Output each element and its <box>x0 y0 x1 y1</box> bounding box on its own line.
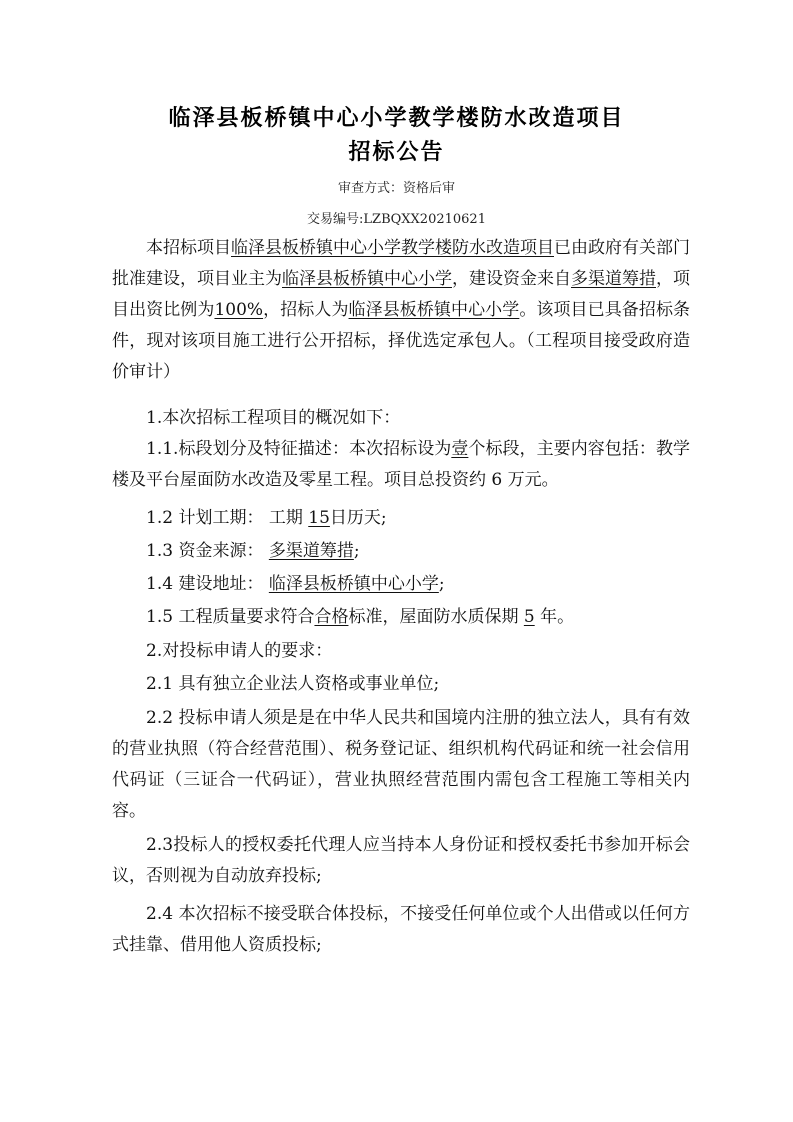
item-text: 2.3投标人的授权委托代理人应当持本人身份证和授权委托书参加开标会议，否则视为自动放弃投标; <box>112 835 690 886</box>
item-text: ; <box>438 574 445 594</box>
item-2-2 <box>112 703 690 827</box>
item-text: 年。 <box>534 607 575 627</box>
quality-grade: 合格 <box>314 607 349 627</box>
item-2-1: 2.1 具有独立企业法人资格或事业单位; <box>146 674 440 694</box>
item-text: 1.2 计划工期： 工期 <box>146 508 309 528</box>
project-name: 临泽县板桥镇中心小学教学楼防水改造项目 <box>231 238 554 258</box>
project-owner: 临泽县板桥镇中心小学 <box>282 269 452 289</box>
trade-code: 交易编号:LZBQXX20210621 <box>307 212 486 227</box>
fund-source: 多渠道筹措 <box>571 269 656 289</box>
site-address: 临泽县板桥镇中心小学 <box>268 574 439 594</box>
item-1-4 <box>112 569 690 600</box>
intro-text: 已由政府有关部门批准建设，项目业主为 <box>112 238 690 289</box>
item-text: 日历天; <box>329 508 387 528</box>
item-text: 1.5 工程质量要求符合 <box>146 607 315 627</box>
item-2-4 <box>112 899 690 961</box>
section1-heading: 1.本次招标工程项目的概况如下： <box>146 408 401 428</box>
tenderer: 临泽县板桥镇中心小学 <box>348 300 520 320</box>
document-title-line1: 临泽县板桥镇中心小学教学楼防水改造项目 <box>168 106 625 131</box>
item-text: 1.1.标段划分及特征描述：本次招标设为 <box>146 439 452 459</box>
item-text: 标准，屋面防水质保期 <box>348 607 524 627</box>
item-1-3 <box>112 536 690 567</box>
lot-count: 壹 <box>451 439 469 459</box>
section2-heading: 2.对投标申请人的要求： <box>146 641 333 661</box>
item-2-3 <box>112 830 690 892</box>
item-text: 个标段，主要内容包括：教学楼及平台屋面防水改造及零星工程。项目总投资约 6 万元。 <box>112 439 691 490</box>
intro-text: ，招标人为 <box>263 300 349 320</box>
intro-paragraph <box>112 233 690 388</box>
item-text: 1.4 建设地址： <box>146 574 269 594</box>
review-method: 审查方式：资格后审 <box>337 181 455 196</box>
fund-source-value: 多渠道筹措 <box>268 541 354 561</box>
item-1-1 <box>112 434 690 496</box>
funding-ratio: 100% <box>214 300 264 320</box>
intro-text: 本招标项目 <box>146 238 231 258</box>
item-text: 1.3 资金来源： <box>146 541 269 561</box>
duration-days: 15 <box>308 508 330 528</box>
warranty-years: 5 <box>523 607 535 627</box>
document-title-line2: 招标公告 <box>348 140 445 165</box>
intro-text: 。该项目已具备招标条件，现对该项目施工进行公开招标，择优选定承包人。（工程项目接受政府造价审计） <box>112 300 691 382</box>
intro-text: ，项目出资比例为 <box>112 269 690 320</box>
intro-text: ，建设资金来自 <box>452 269 571 289</box>
item-1-2 <box>112 503 690 534</box>
item-text: 2.2 投标申请人须是是在中华人民共和国境内注册的独立法人，具有有效的营业执照（符合经营范围）、税务登记证、组织机构代码证和统一社会信用代码证（三证合一代码证），营业执照经营范围内需包含工程施工等相关内容。 <box>112 708 690 821</box>
item-text: ; <box>353 541 360 561</box>
item-1-5 <box>112 602 690 633</box>
item-text: 2.4 本次招标不接受联合体投标，不接受任何单位或个人出借或以任何方式挂靠、借用他人资质投标; <box>112 904 690 955</box>
